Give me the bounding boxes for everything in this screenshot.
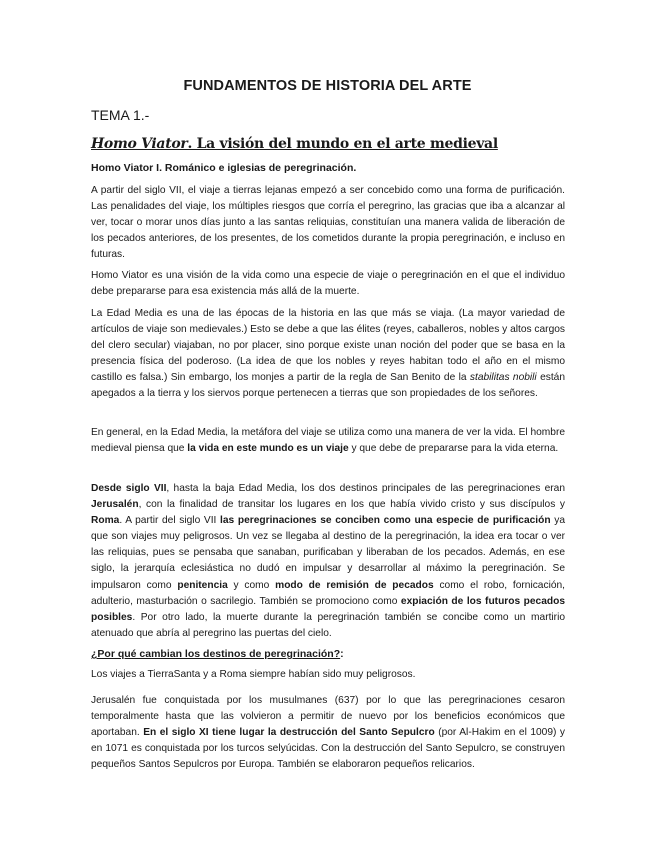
paragraph-7: Jerusalén fue conquistada por los musulmanes (637) por lo que las peregrinaciones cesaron temporalmente hasta que las volvieron a permitir de nuevo por los beneficios económicos que aportaban. En el siglo XI tiene lugar la destrucción del Santo Sepulcro (por Al-Hakim en el 1009) y en 1071 es conquistada por los turcos selyúcidas. Con la destrucción del Santo Sepulcro, se construyen pequeños Santos Sepulcros por Europa. También se elaboraron pequeños relicarios.: [91, 695, 566, 771]
subtitle-italic: Homo Viator: [91, 136, 188, 152]
paragraph-3: La Edad Media es una de las épocas de la historia en las que más se viaja. (La mayor variedad de artículos de viaje son medievales.) Esto se debe a que las élites (reyes, caballeros, nobles y altos cargos del clero secular) viajaban, no por placer, sino porque existe unan noción del poder que se basa en la presencia física del poderoso. (La idea de que los nobles y reyes habitan todo el año en el mismo castillo es falsa.) Sin embargo, los monjes a partir de la regla de San Benito de la stabilitas nobili están apegados a la tierra y los siervos porque pertenecen a tierras que son propiedades de los señores.: [91, 308, 565, 400]
tema-heading: TEMA 1.-: [91, 107, 150, 123]
paragraph-6: Los viajes a TierraSanta y a Roma siempre habían sido muy peligrosos.: [91, 669, 416, 680]
paragraph-1: A partir del siglo VII, el viaje a tierras lejanas empezó a ser concebido como una forma de purificación. Las penalidades del viaje, los múltiples riesgos que corría el peregrino, las gracias que iba a alcanzar al ver, tocar o morar unos días junto a las santas reliquias, constituían una manera valida de liberación de los pecados anteriores, de los presentes, de los cometidos durante la propia peregrinación, e incluso en futuras.: [91, 185, 565, 261]
subtitle-rest: . La visión del mundo en el arte medieval: [187, 136, 498, 152]
question-heading: ¿Por qué cambian los destinos de peregrinación?:: [91, 648, 344, 660]
paragraph-4: En general, en la Edad Media, la metáfora del viaje se utiliza como una manera de ver la vida. El hombre medieval piensa que la vida en este mundo es un viaje y que debe de prepararse para la vida eterna.: [91, 427, 565, 455]
paragraph-2: Homo Viator es una visión de la vida como una especie de viaje o peregrinación en el que el individuo debe prepararse para esa existencia más allá de la muerte.: [91, 270, 565, 298]
paragraph-5: Desde siglo VII, hasta la baja Edad Media, los dos destinos principales de las peregrinaciones eran Jerusalén, con la finalidad de transitar los lugares en los que había vivido cristo y sus discípulos y Roma. A partir del siglo VII las peregrinaciones se conciben como una especie de purificación ya que son viajes muy peligrosos. Un vez se llegaba al destino de la peregrinación, la idea era tocar o ver las reliquias, pues se pensaba que sanaban, purificaban y liberaban de los pecados. Además, en ese siglo, la jerarquía eclesiástica no dudó en impulsar y desarrollar al máximo la peregrinación. Se impulsaron como penitencia y como modo de remisión de pecados como el robo, fornicación, adulterio, masturbación o sacrilegio. También se promociono como expiación de los futuros pecados posibles. Por otro lado, la muerte durante la peregrinación también se concibe como un martirio atenuado que abría al peregrino las puertas del cielo.: [91, 483, 566, 639]
latin-term: stabilitas nobili: [469, 372, 537, 384]
document-title: FUNDAMENTOS DE HISTORIA DEL ARTE: [183, 78, 472, 94]
lesson-subtitle: [91, 136, 498, 152]
section-heading: Homo Viator I. Románico e iglesias de peregrinación.: [91, 162, 357, 174]
